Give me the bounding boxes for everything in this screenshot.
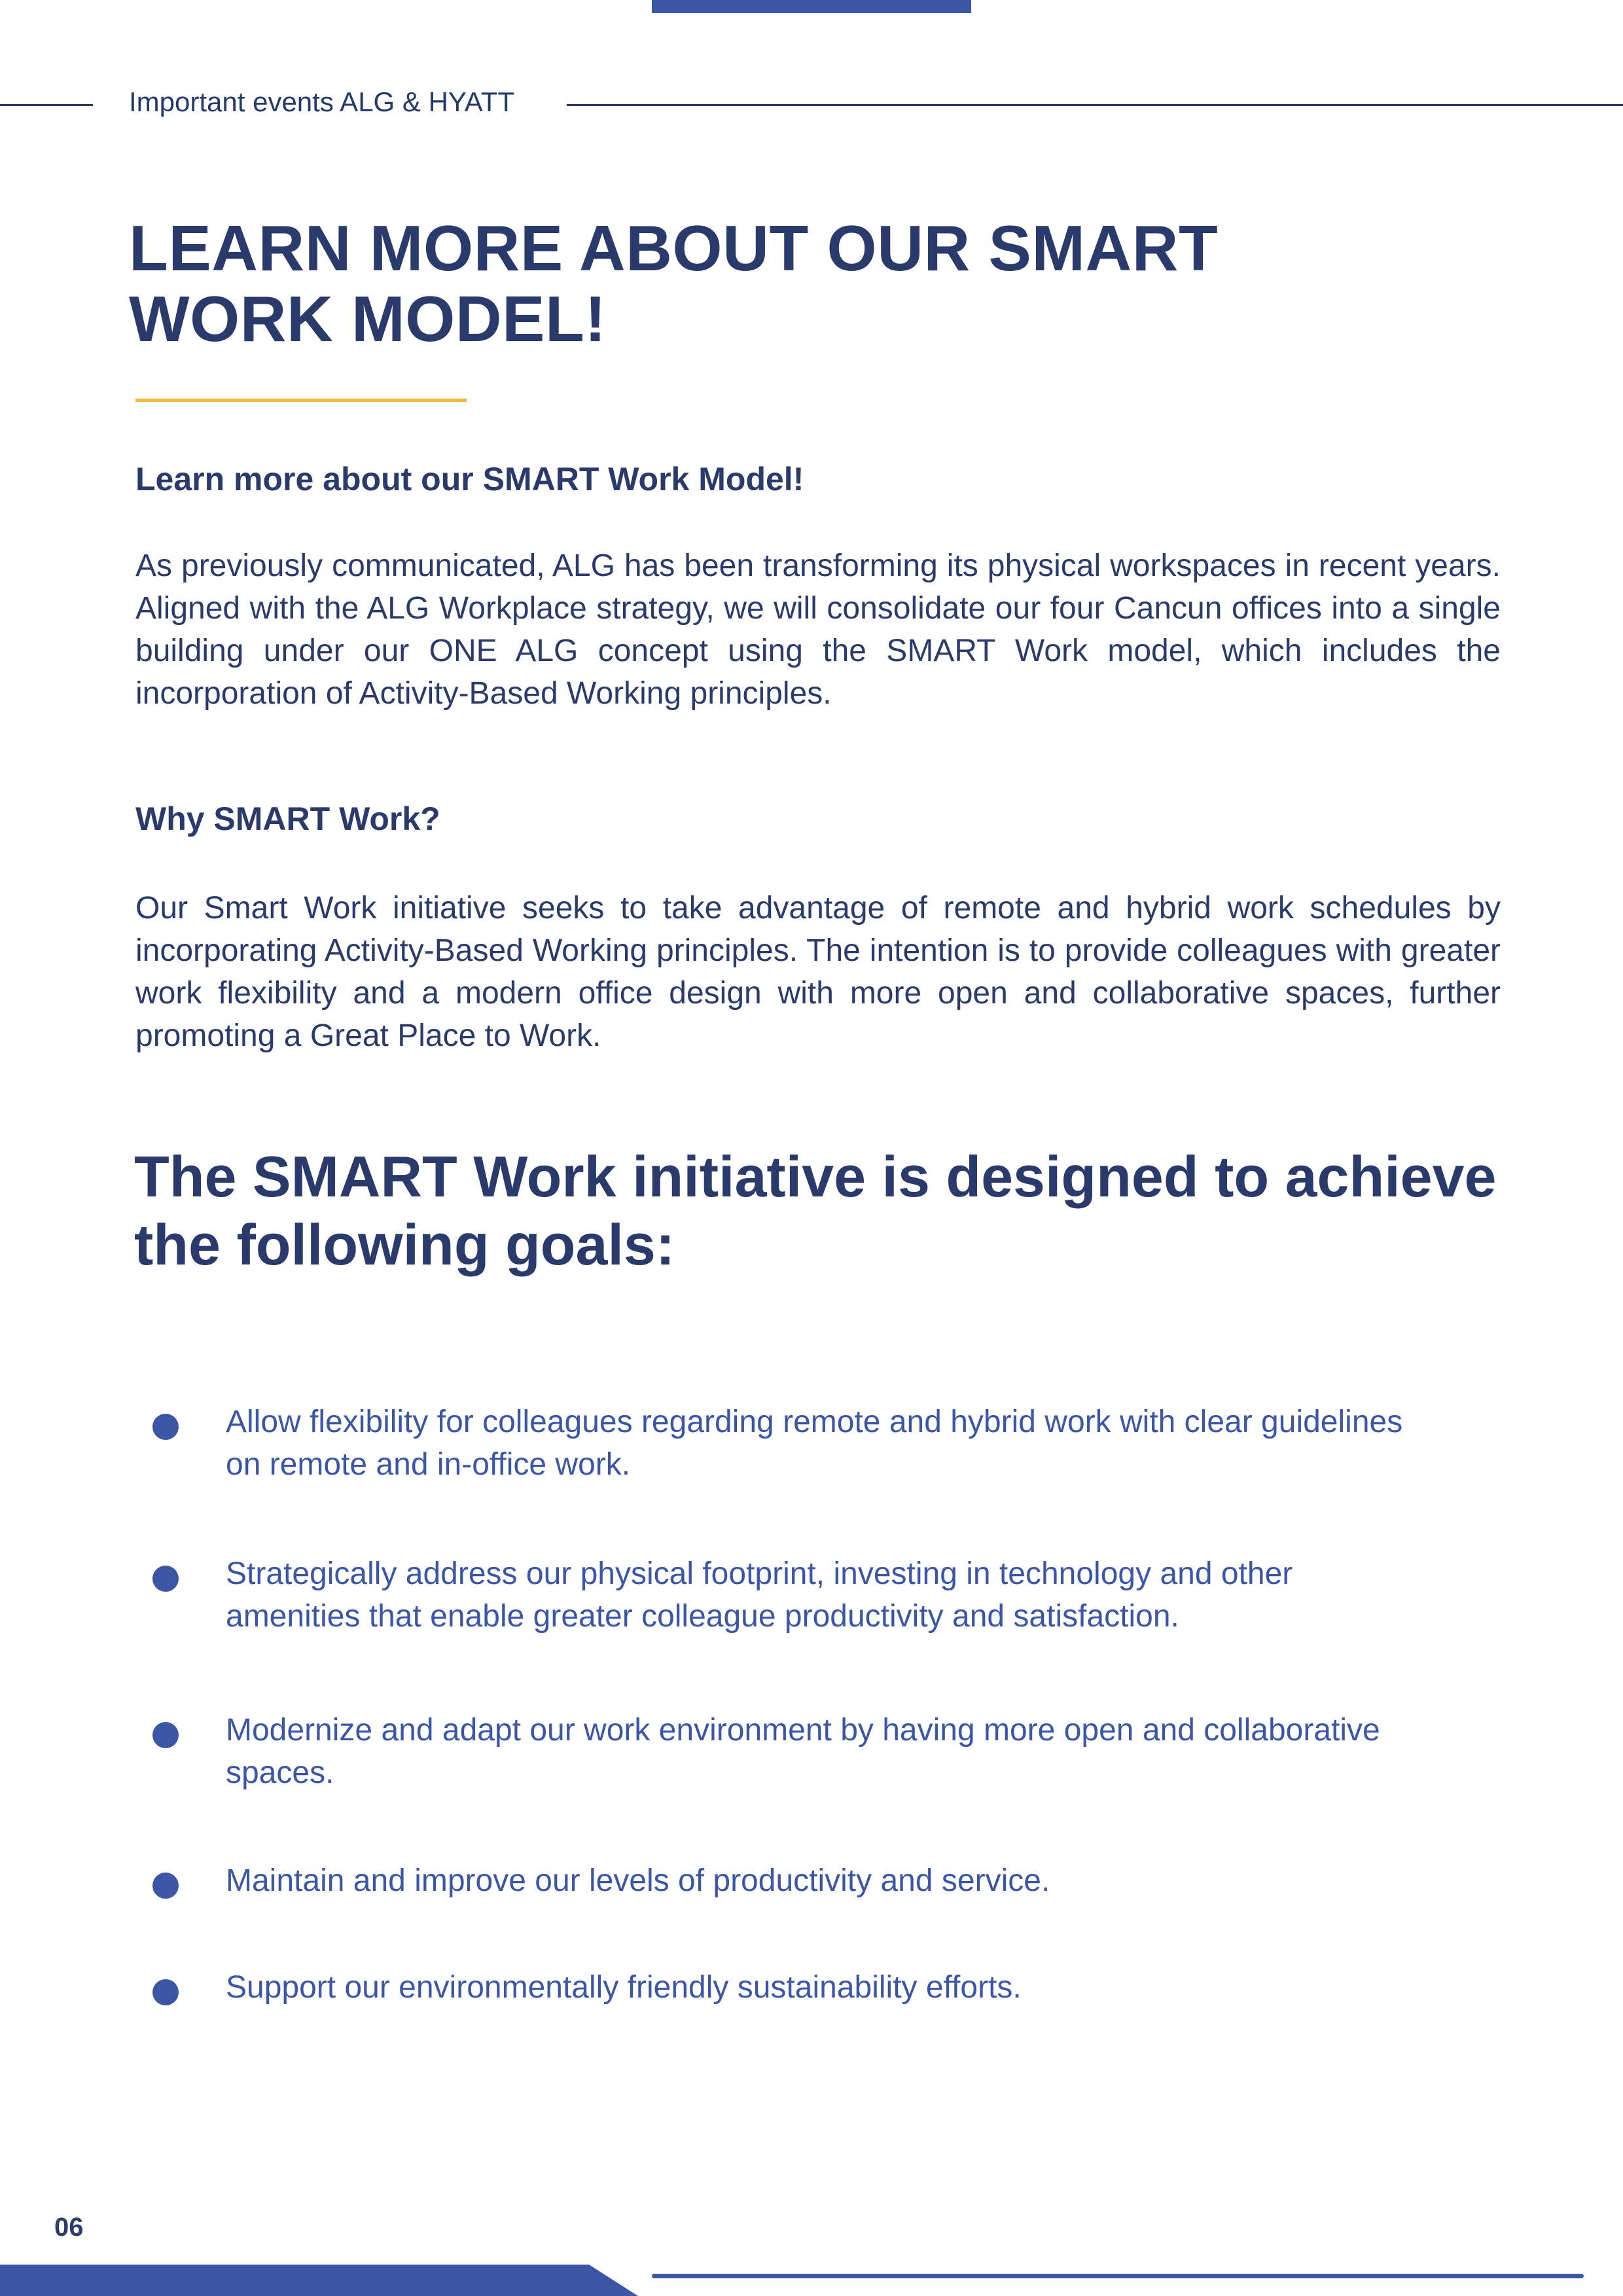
bullet-dot-icon — [152, 1722, 179, 1748]
page-title-line-2: WORK MODEL! — [129, 283, 607, 355]
goal-text: Maintain and improve our levels of productivity and service. — [226, 1863, 1050, 1898]
bullet-dot-icon — [152, 1566, 179, 1592]
goal-text: Strategically address our physical footprint, investing in technology and other amenities that enable greater colleague productivity and satisfaction. — [226, 1556, 1293, 1634]
goals-heading-line-1: The SMART Work initiative is designed to achieve — [134, 1144, 1497, 1209]
goal-text: Allow flexibility for colleagues regarding remote and hybrid work with clear guidelines on remote and in-office work. — [226, 1405, 1403, 1482]
footer-rule — [652, 2274, 1584, 2278]
intro-heading: Learn more about our SMART Work Model! — [135, 461, 804, 497]
footer-accent-shape — [0, 2265, 641, 2296]
bullet-dot-icon — [152, 1414, 179, 1440]
top-accent-tab — [652, 0, 971, 13]
goals-heading — [134, 1143, 1535, 1279]
header-rule-left — [0, 104, 93, 106]
page-number: 06 — [54, 2213, 84, 2242]
page-title-line-1: LEARN MORE ABOUT OUR SMART — [129, 212, 1219, 284]
bullet-dot-icon — [152, 1979, 179, 2005]
title-underline — [135, 399, 467, 402]
intro-paragraph: As previously communicated, ALG has been transforming its physical workspaces in recent years. Aligned with the ALG Workplace strategy, we will consolidate our four Cancun offices into a single building under our ONE ALG concept using the SMART Work model, which includes the incorporation of Activity-Based Working principles. — [135, 548, 1501, 711]
goal-text: Modernize and adapt our work environment by having more open and collaborative spaces. — [226, 1713, 1380, 1790]
page-title — [129, 213, 1372, 354]
why-heading: Why SMART Work? — [135, 800, 440, 837]
section-label: Important events ALG & HYATT — [129, 86, 515, 117]
bullet-dot-icon — [152, 1873, 179, 1899]
goals-heading-line-2: the following goals: — [134, 1212, 675, 1277]
why-paragraph: Our Smart Work initiative seeks to take advantage of remote and hybrid work schedules by incorporating Activity-Based Working principles. The intention is to provide colleagues with greater work flexibility and a modern office design with more open and collaborative spaces, further promoting a Great Place to Work. — [135, 891, 1501, 1053]
goal-text: Support our environmentally friendly sustainability efforts. — [226, 1970, 1022, 2005]
header-rule-right — [567, 104, 1623, 106]
